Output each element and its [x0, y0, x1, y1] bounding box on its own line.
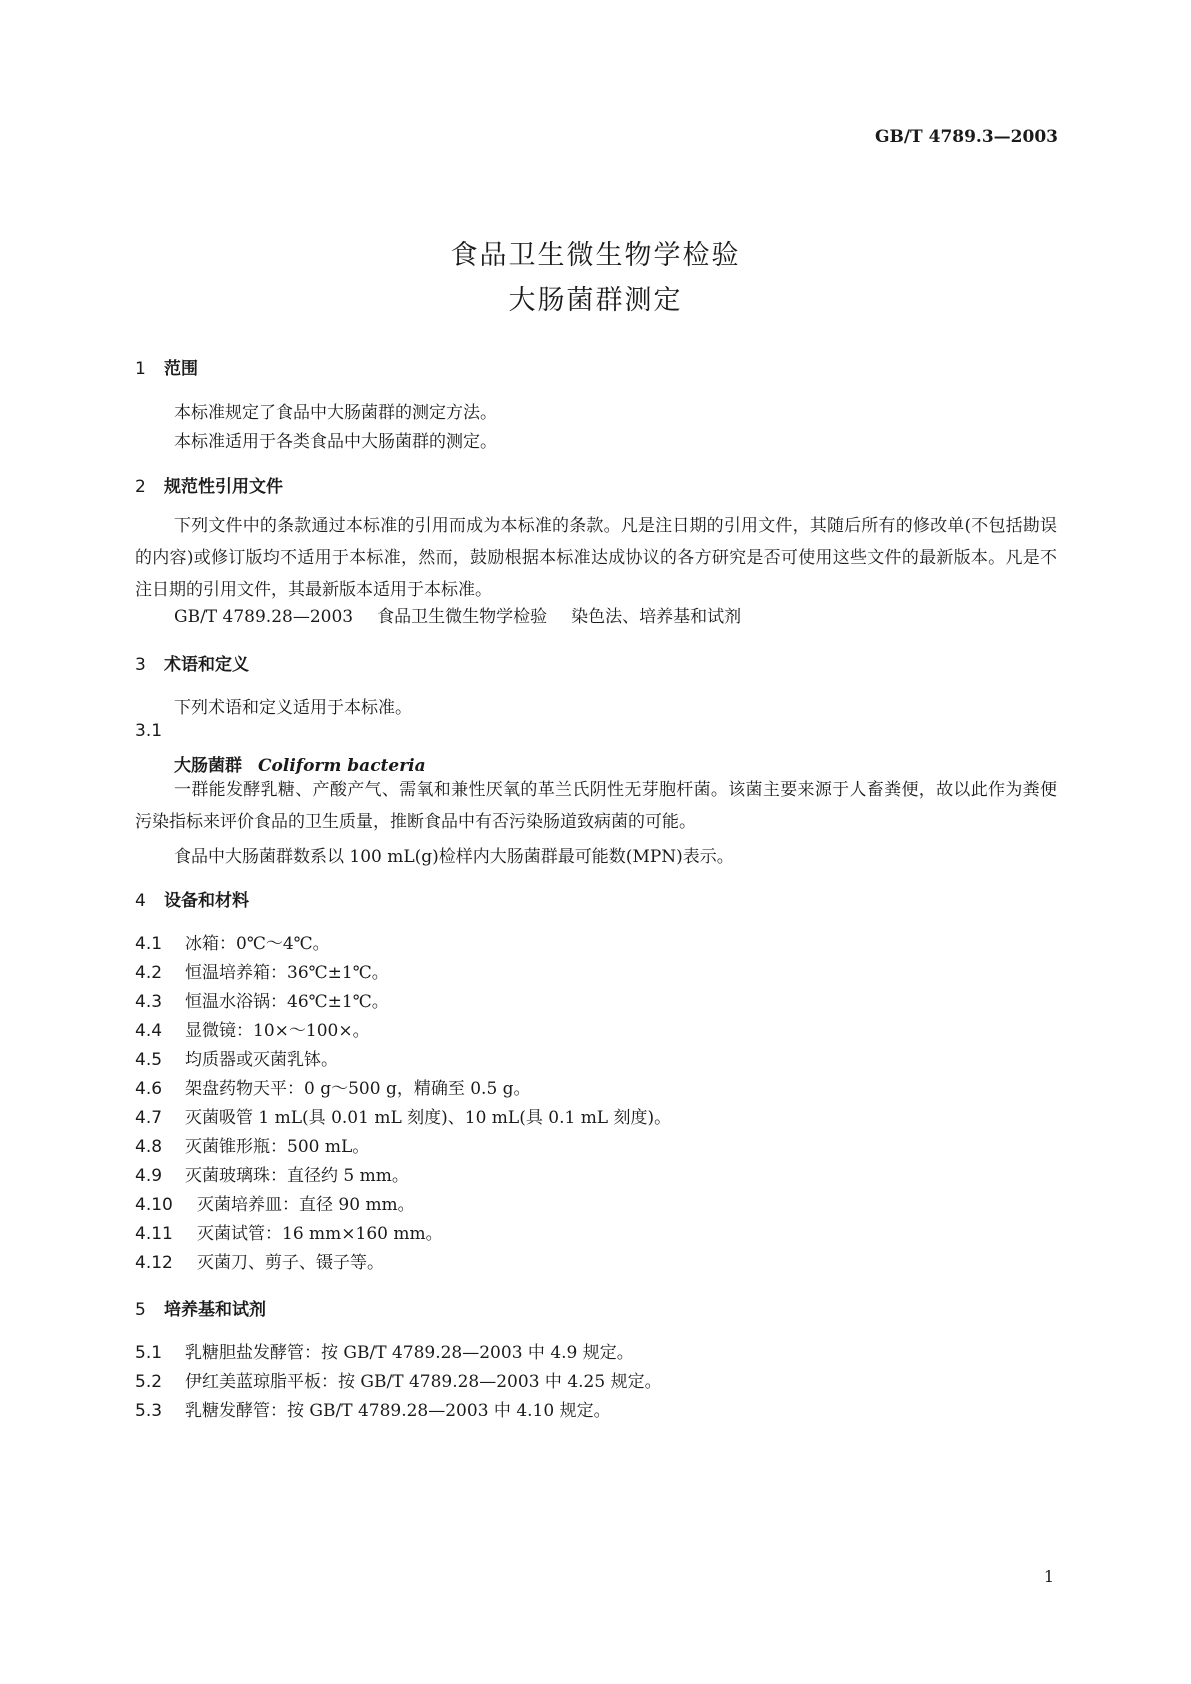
paragraph: 下列文件中的条款通过本标准的引用而成为本标准的条款。凡是注日期的引用文件，其随后所有的修改单(不包括勘误的内容)或修订版均不适用于本标准，然而，鼓励根据本标准达成协议的各方研究是否可使用这些文件的最新版本。凡是不注日期的引用文件，其最新版本适用于本标准。 — [135, 516, 1057, 600]
term-chinese: 大肠菌群 — [174, 756, 242, 776]
section-number: 4 — [135, 891, 146, 911]
term-entry — [174, 751, 426, 776]
section-number: 2 — [135, 477, 146, 497]
section-heading-scope — [135, 354, 198, 379]
list-item: 5.3 乳糖发酵管：按 GB/T 4789.28—2003 中 4.10 规定。 — [135, 1401, 611, 1421]
list-item: 4.6 架盘药物天平：0 g～500 g，精确至 0.5 g。 — [135, 1079, 531, 1099]
page-number: 1 — [1043, 1567, 1054, 1586]
section-number: 5 — [135, 1300, 146, 1320]
document-subtitle: 大肠菌群测定 — [508, 285, 683, 316]
list-item: 4.11 灭菌试管：16 mm×160 mm。 — [135, 1224, 443, 1244]
list-item: 4.12 灭菌刀、剪子、镊子等。 — [135, 1253, 384, 1273]
section-title: 规范性引用文件 — [164, 477, 283, 497]
paragraph: 本标准适用于各类食品中大肠菌群的测定。 — [174, 432, 497, 452]
paragraph: 下列术语和定义适用于本标准。 — [174, 698, 412, 718]
standard-number: GB/T 4789.3—2003 — [874, 127, 1058, 147]
list-item: 4.2 恒温培养箱：36℃±1℃。 — [135, 963, 389, 983]
section-heading-equipment — [135, 886, 249, 911]
list-item: 4.4 显微镜：10×～100×。 — [135, 1021, 370, 1041]
reference-subtitle: 染色法、培养基和试剂 — [571, 607, 742, 627]
subclause-number — [135, 721, 185, 741]
reference-code: GB/T 4789.28—2003 — [174, 607, 354, 627]
paragraph: 食品中大肠菌群数系以 100 mL(g)检样内大肠菌群最可能数(MPN)表示。 — [174, 847, 734, 867]
section-number: 3 — [135, 655, 146, 675]
normative-reference — [174, 602, 741, 627]
section-heading-terms — [135, 650, 249, 675]
list-item: 4.10 灭菌培养皿：直径 90 mm。 — [135, 1195, 415, 1215]
section-title: 设备和材料 — [164, 891, 249, 911]
reference-title: 食品卫生微生物学检验 — [377, 607, 548, 627]
list-item: 4.5 均质器或灭菌乳钵。 — [135, 1050, 338, 1070]
list-item: 5.1 乳糖胆盐发酵管：按 GB/T 4789.28—2003 中 4.9 规定。 — [135, 1343, 634, 1363]
section-title: 范围 — [164, 359, 198, 379]
subclause-id: 3.1 — [135, 721, 163, 741]
paragraph: 本标准规定了食品中大肠菌群的测定方法。 — [174, 403, 497, 423]
term-definition: 一群能发酵乳糖、产酸产气、需氧和兼性厌氧的革兰氏阴性无芽胞杆菌。该菌主要来源于人畜粪便，故以此作为粪便污染指标来评价食品的卫生质量，推断食品中有否污染肠道致病菌的可能。 — [135, 780, 1057, 832]
list-item: 4.9 灭菌玻璃珠：直径约 5 mm。 — [135, 1166, 409, 1186]
document-title: 食品卫生微生物学检验 — [450, 240, 741, 271]
section-heading-normative-references — [135, 472, 283, 497]
section-number: 1 — [135, 359, 146, 379]
list-item: 4.7 灭菌吸管 1 mL(具 0.01 mL 刻度)、10 mL(具 0.1 mL 刻度)。 — [135, 1108, 672, 1128]
section-heading-media-reagents — [135, 1295, 266, 1320]
section-title: 术语和定义 — [164, 655, 249, 675]
list-item: 4.1 冰箱：0℃～4℃。 — [135, 934, 330, 954]
list-item: 4.3 恒温水浴锅：46℃±1℃。 — [135, 992, 389, 1012]
term-english: Coliform bacteria — [258, 756, 426, 776]
list-item: 5.2 伊红美蓝琼脂平板：按 GB/T 4789.28—2003 中 4.25 规定。 — [135, 1372, 662, 1392]
section-title: 培养基和试剂 — [164, 1300, 266, 1320]
list-item: 4.8 灭菌锥形瓶：500 mL。 — [135, 1137, 370, 1157]
